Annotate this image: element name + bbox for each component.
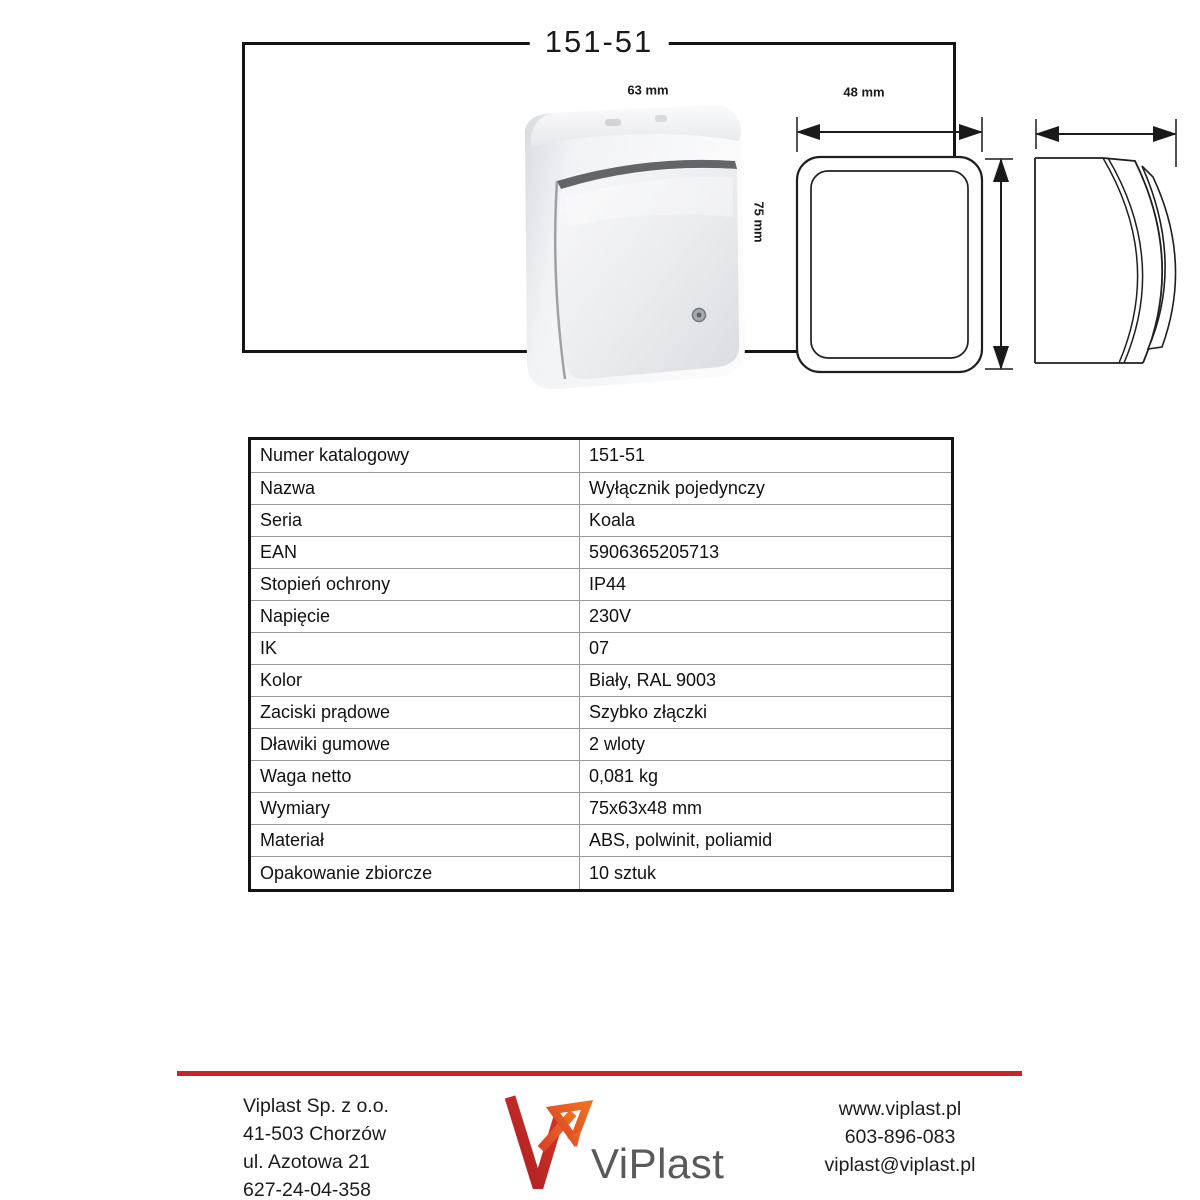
spec-label-cell: Materiał	[250, 825, 580, 857]
spec-table-row	[250, 472, 953, 504]
spec-label-cell: Kolor	[250, 664, 580, 696]
spec-value-cell: ABS, polwinit, poliamid	[580, 825, 953, 857]
spec-label-cell: Wymiary	[250, 793, 580, 825]
product-photo-image	[495, 97, 757, 395]
spec-value-cell: 151-51	[580, 439, 953, 473]
spec-label-cell: Zaciski prądowe	[250, 696, 580, 728]
spec-value-cell: Biały, RAL 9003	[580, 664, 953, 696]
spec-value-cell: Koala	[580, 504, 953, 536]
spec-table-row	[250, 761, 953, 793]
page-title: 151-51	[530, 24, 669, 60]
side-view-drawing	[1025, 115, 1200, 392]
spec-table-row	[250, 632, 953, 664]
footer-address-line: ul. Azotowa 21	[243, 1151, 370, 1173]
spec-value-cell: 0,081 kg	[580, 761, 953, 793]
footer-address-block	[243, 1092, 389, 1200]
footer-contact-block	[790, 1095, 1010, 1179]
spec-label-cell: Numer katalogowy	[250, 439, 580, 473]
spec-label-cell: Dławiki gumowe	[250, 729, 580, 761]
footer-contact-line: www.viplast.pl	[838, 1098, 962, 1120]
side-depth-dimension: 48 mm	[837, 85, 890, 100]
footer-contact-line: viplast@viplast.pl	[824, 1154, 976, 1176]
company-logo	[497, 1089, 724, 1189]
footer-address-line: 627-24-04-358	[243, 1179, 371, 1200]
front-view-lines	[780, 115, 1015, 387]
front-view-drawing	[780, 115, 1015, 392]
spec-table-row	[250, 825, 953, 857]
footer-accent-rule	[177, 1071, 1022, 1076]
spec-table-row	[250, 568, 953, 600]
spec-table-row	[250, 439, 953, 473]
spec-table	[248, 437, 954, 892]
product-box	[242, 42, 956, 353]
footer-address-line: Viplast Sp. z o.o.	[243, 1095, 389, 1117]
spec-table-row	[250, 536, 953, 568]
spec-value-cell: 07	[580, 632, 953, 664]
product-photo	[495, 97, 757, 395]
spec-value-cell: IP44	[580, 568, 953, 600]
spec-value-cell: Wyłącznik pojedynczy	[580, 472, 953, 504]
spec-table-row	[250, 696, 953, 728]
spec-value-cell: 230V	[580, 600, 953, 632]
spec-label-cell: Napięcie	[250, 600, 580, 632]
spec-label-cell: Waga netto	[250, 761, 580, 793]
spec-table-row	[250, 600, 953, 632]
side-view-lines	[1025, 115, 1200, 387]
spec-label-cell: Stopień ochrony	[250, 568, 580, 600]
spec-value-cell: 10 sztuk	[580, 857, 953, 891]
spec-label-cell: Seria	[250, 504, 580, 536]
spec-table-body	[250, 439, 953, 891]
spec-label-cell: EAN	[250, 536, 580, 568]
spec-value-cell: 5906365205713	[580, 536, 953, 568]
front-height-dimension: 75 mm	[752, 195, 767, 248]
spec-table-row	[250, 664, 953, 696]
spec-table-row	[250, 504, 953, 536]
spec-label-cell: Nazwa	[250, 472, 580, 504]
footer-address-line: 41-503 Chorzów	[243, 1123, 387, 1145]
logo-wordmark: ViPlast	[591, 1140, 725, 1187]
footer-contact-line: 603-896-083	[844, 1126, 956, 1148]
spec-table-row	[250, 857, 953, 891]
spec-label-cell: Opakowanie zbiorcze	[250, 857, 580, 891]
viplast-logo-icon	[497, 1089, 597, 1189]
spec-table-row	[250, 793, 953, 825]
spec-label-cell: IK	[250, 632, 580, 664]
front-width-dimension: 63 mm	[621, 83, 674, 98]
spec-value-cell: Szybko złączki	[580, 696, 953, 728]
spec-value-cell: 2 wloty	[580, 729, 953, 761]
spec-table-row	[250, 729, 953, 761]
spec-value-cell: 75x63x48 mm	[580, 793, 953, 825]
